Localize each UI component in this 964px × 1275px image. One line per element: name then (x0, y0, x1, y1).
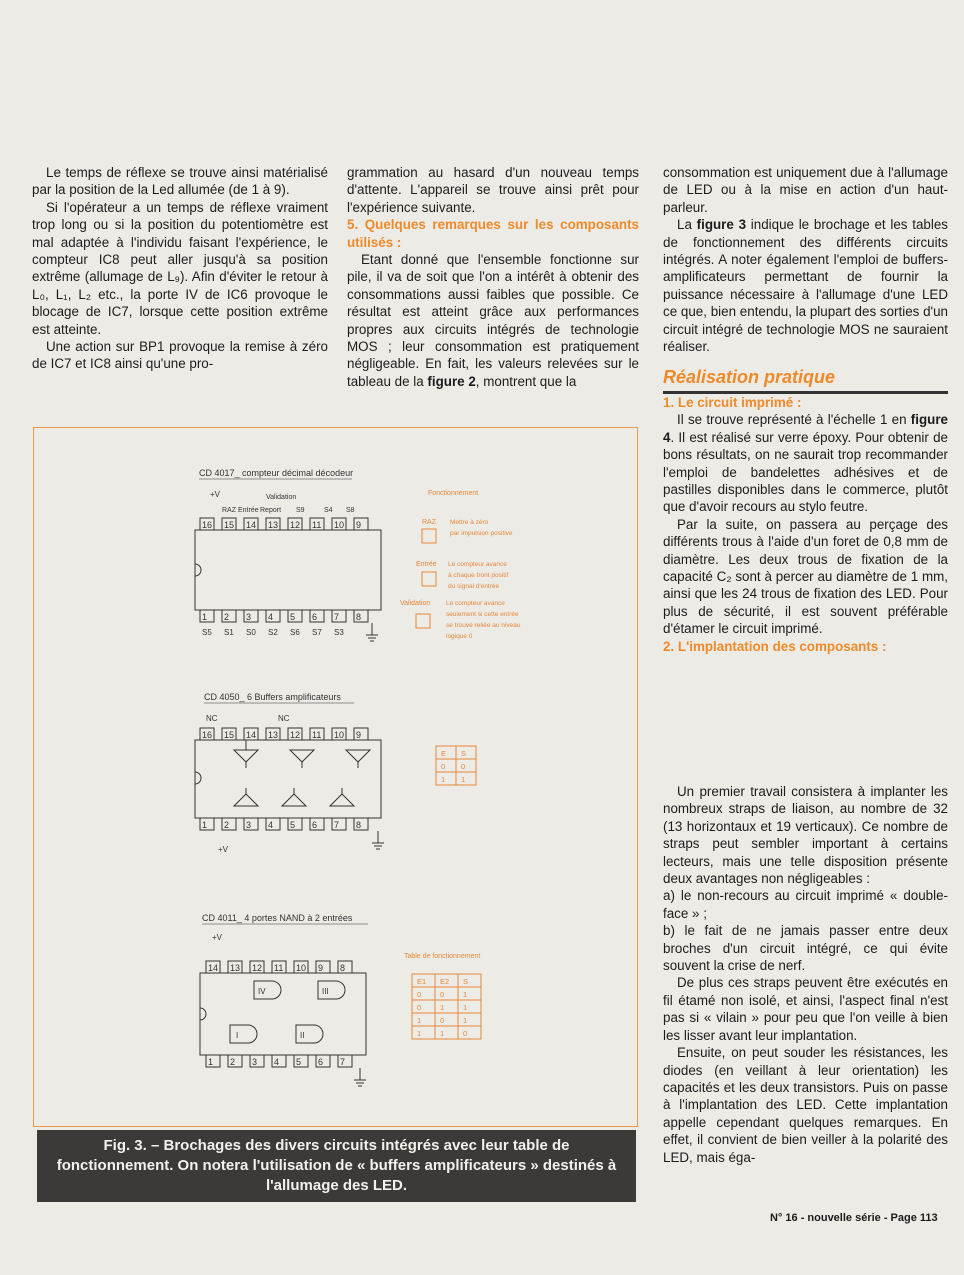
chip2-top-pin: 10 (334, 730, 345, 740)
notes-valid-text: se trouve reliée au niveau (446, 622, 521, 629)
table3-cell (412, 1013, 435, 1026)
chip1-bottom-pin: 4 (268, 612, 274, 622)
table2-text: E (441, 749, 447, 758)
chip3-body (200, 973, 366, 1055)
table2-text: 1 (461, 775, 466, 784)
chip1-bottom-label: S3 (334, 628, 344, 637)
chip1-bottom-label: S5 (202, 628, 212, 637)
chip3-top-pin: 10 (296, 963, 307, 973)
text-column-3-continued (663, 783, 948, 1166)
chip1-bottom-pin: 6 (312, 612, 318, 622)
chip2-bottom-pin: 6 (312, 820, 318, 830)
chip2-top-pin: 11 (312, 730, 322, 740)
chip1-bottom-label: S1 (224, 628, 234, 637)
chip3-title: CD 4011_ 4 portes NAND à 2 entrées (202, 913, 353, 923)
chip1-top-pin: 11 (312, 520, 322, 530)
text-run: Etant donné que l'ensemble fonctionne sur pile, il va de soit que l'on a intérêt à obtenir des consommations aussi faibles que possible. Ce résultat est atteint grâce aux performances propres aux circuits intégrés de technologie MOS ; leur consommation est pratiquement négligeable. En fait, les valeurs relevées sur le tableau de la (347, 252, 639, 389)
paragraph: Une action sur BP1 provoque la remise à zéro de IC7 et IC8 ainsi qu'une pro- (32, 339, 328, 372)
chip2-bottom-pin: 7 (334, 820, 340, 830)
table3-text: 0 (417, 1003, 422, 1012)
notes-entree-text: à chaque front positif (448, 572, 509, 579)
chip1-bottom-label: S0 (246, 628, 256, 637)
chip1-top-pin: 13 (268, 520, 279, 530)
subsection-heading: 2. L'implantation des composants : (663, 638, 887, 654)
gate-label: I (236, 1031, 239, 1040)
notes-raz-label: RAZ (422, 519, 436, 526)
list-item: b) le fait de ne jamais passer entre deux broches d'un circuit intégré, ce qui évite souvent la crise de nerf. (663, 923, 948, 974)
table2-cell (456, 772, 476, 785)
chip1-top-label: Entrée (238, 507, 259, 514)
paragraph: De plus ces straps peuvent être exécutés en fil étamé non isolé, et ainsi, l'aspect final n'est pas si « vilain » pour peu que l'on veille à bien les lisser avant leur implantation. (663, 975, 948, 1043)
chip1-bottom-pin: 1 (202, 612, 208, 622)
chip3-bottom-pin: 2 (230, 1057, 236, 1067)
table3-cell (435, 987, 458, 1000)
chip3-bottom-pin: 6 (318, 1057, 324, 1067)
chip3-bottom-pin: 5 (296, 1057, 302, 1067)
chip1-bottom-label: S7 (312, 628, 322, 637)
nc-label: NC (278, 714, 290, 723)
table3-cell (435, 1000, 458, 1013)
text-column-1 (32, 164, 328, 373)
chip2-top-pin: 12 (290, 730, 301, 740)
table3-cell (458, 987, 481, 1000)
chip3-bottom-pin: 3 (252, 1057, 258, 1067)
text-run: Il se trouve représenté à l'échelle 1 en (677, 412, 911, 428)
chip2-bottom-pin: 3 (246, 820, 252, 830)
notes-raz-text: Mettre à zéro (450, 519, 489, 526)
chip2-bottom-pin: 1 (202, 820, 208, 830)
chip1-body (195, 530, 381, 610)
table3-cell (412, 1026, 435, 1039)
table3-cell (412, 987, 435, 1000)
notes-valid-text: Le compteur avance (446, 600, 505, 607)
notes-entree-text: du signal d'entrée (448, 583, 500, 590)
chip1-bottom-pin: 2 (224, 612, 230, 622)
nc-label: NC (206, 714, 218, 723)
chip1-top-pin: 14 (246, 520, 257, 530)
table3-text: 0 (463, 1029, 468, 1038)
chip1-validation: Validation (266, 494, 297, 501)
paragraph: Par la suite, on passera au perçage des différents trous à l'aide d'un foret de 0,8 mm de diamètre. Les deux trous de fixation de la capacité C₂ sont à percer au diamètre de 1 mm, ainsi que les 24 trous de fixation des LED. Pour plus de sécurité, il est souvent préférable d'étamer le circuit imprimé. (663, 516, 948, 637)
paragraph: Si l'opérateur a un temps de réflexe vraiment trop long ou si la position du potentiomètre est mal adaptée à l'individu faisant l'expérience, le compteur IC8 peut aller jusqu'à sa position extrême (allumage de L₉). Afin d'éviter le retour à L₀, L₁, L₂ etc., la porte IV de IC6 provoque le blocage de IC7, lorsque cette position extrême est atteinte. (32, 199, 328, 337)
table3-cell (458, 1000, 481, 1013)
chip2-bottom-pin: 8 (356, 820, 362, 830)
table3-text: 1 (463, 1003, 468, 1012)
chip2-top-pin: 16 (202, 730, 213, 740)
chip1-top-label: RAZ (222, 507, 236, 514)
chip1-top-label: S4 (324, 507, 333, 514)
table3-title: Table de fonctionnement (404, 953, 481, 960)
table3-text: 1 (440, 1029, 445, 1038)
table2-text: 1 (441, 775, 446, 784)
text-run: La (677, 217, 697, 233)
chip1-top-pin: 12 (290, 520, 301, 530)
figure-caption: Fig. 3. – Brochages des divers circuits intégrés avec leur table de fonctionnement. On notera l'utilisation de « buffers amplificateurs » destinés à l'allumage des LED. (37, 1130, 636, 1202)
notes-title: Fonctionnement (428, 490, 479, 497)
chip2-top-pin: 15 (224, 730, 235, 740)
table2-text: S (461, 749, 467, 758)
chip1-bottom-label: S6 (290, 628, 300, 637)
text-column-3 (663, 164, 948, 655)
pinout-diagram (34, 428, 639, 1128)
chip2-top-pin: 13 (268, 730, 279, 740)
chip3-bottom-pin: 4 (274, 1057, 280, 1067)
list-item: a) le non-recours au circuit imprimé « double-face » ; (663, 888, 948, 921)
section-heading-components: 5. Quelques remarques sur les composants utilisés : (347, 217, 639, 250)
notes-entree-label: Entrée (416, 561, 437, 568)
table3-text: 0 (440, 990, 445, 999)
figure-3-box (33, 427, 638, 1127)
chip1-top-label: Report (260, 507, 282, 514)
chip3-top-pin: 9 (318, 963, 324, 973)
table3-cell (435, 1026, 458, 1039)
chip1-top-pin: 10 (334, 520, 345, 530)
chip3-top-pin: 11 (274, 963, 284, 973)
table3-cell (435, 1013, 458, 1026)
chip1-bottom-pin: 8 (356, 612, 362, 622)
table3-text: S (463, 977, 469, 986)
chip1-bottom-label: S2 (268, 628, 278, 637)
text-run: . Il est réalisé sur verre époxy. Pour obtenir de bons résultats, on ne saurait trop recommander l'emploi de bandelettes adhésives et de pastilles disponibles dans le commerce, plutôt que d'avoir recours au stylo feutre. (663, 429, 948, 515)
chip2-top-pin: 14 (246, 730, 257, 740)
table3-cell (458, 974, 481, 987)
chip1-bottom-pin: 7 (334, 612, 340, 622)
chip3-vplus: +V (212, 933, 223, 942)
chip1-top-pin: 15 (224, 520, 235, 530)
gate-label: IV (258, 987, 266, 996)
chip1-bottom-pin: 5 (290, 612, 296, 622)
text-column-2 (347, 164, 639, 390)
chip1-top-pin: 9 (356, 520, 362, 530)
table2-cell (436, 759, 456, 772)
paragraph: Le temps de réflexe se trouve ainsi matérialisé par la position de la Led allumée (de 1 à 9). (32, 165, 328, 198)
table3-cell (412, 1000, 435, 1013)
paragraph (663, 411, 948, 515)
chip2-bottom-pin: 4 (268, 820, 274, 830)
section-title: Réalisation pratique (663, 369, 948, 393)
chip2-top-pin: 9 (356, 730, 362, 740)
table3-text: E2 (440, 977, 450, 986)
paragraph (663, 216, 948, 355)
table3-text: 0 (440, 1016, 445, 1025)
table2-text: 0 (461, 762, 466, 771)
chip1-bottom-pin: 3 (246, 612, 252, 622)
chip3-top-pin: 12 (252, 963, 263, 973)
table3-text: 1 (417, 1016, 422, 1025)
table2-cell (436, 772, 456, 785)
chip2-bottom-pin: 5 (290, 820, 296, 830)
notes-entree-text: Le compteur avance (448, 561, 507, 568)
chip3-top-pin: 8 (340, 963, 346, 973)
gate-label: III (322, 987, 329, 996)
table2-text: 0 (441, 762, 446, 771)
chip2-title: CD 4050_ 6 Buffers amplificateurs (204, 692, 341, 702)
chip1-title: CD 4017_ compteur décimal décodeur (199, 468, 354, 478)
table3-text: 1 (417, 1029, 422, 1038)
chip3-bottom-pin: 1 (208, 1057, 214, 1067)
figure-ref: figure 3 (696, 217, 747, 233)
table3-text: 1 (463, 990, 468, 999)
notes-raz-text: par impulsion positive (450, 530, 513, 537)
paragraph: grammation au hasard d'un nouveau temps d'attente. L'appareil se trouve ainsi prêt pour l'expérience suivante. (347, 165, 639, 215)
table3-text: 1 (440, 1003, 445, 1012)
subsection-heading: 1. Le circuit imprimé : (663, 394, 802, 410)
table2-cell (456, 759, 476, 772)
notes-valid-label: Validation (400, 600, 431, 607)
figure-ref: figure 4 (663, 412, 948, 445)
paragraph: Un premier travail consistera à implanter les nombreux straps de liaison, au nombre de 32 (13 horizontaux et 19 verticaux). Ce nombre de straps peut sembler important à certains lecteurs, mais une telle disposition présente deux avantages non négligeables : (663, 784, 948, 887)
paragraph (347, 251, 639, 390)
figure-ref: figure 2 (427, 373, 476, 389)
chip3-top-pin: 14 (208, 963, 219, 973)
chip3-top-pin: 13 (230, 963, 241, 973)
chip1-top-label: S9 (296, 507, 305, 514)
notes-valid-text: logique 0 (446, 633, 473, 640)
page-footer: N° 16 - nouvelle série - Page 113 (770, 1212, 938, 1224)
table3-cell (458, 1013, 481, 1026)
chip2-vplus: +V (218, 845, 229, 854)
paragraph: consommation est uniquement due à l'allumage de LED ou à la mise en action d'un haut-parleur. (663, 165, 948, 215)
text-run: indique le brochage et les tables de fonctionnement des différents circuits intégrés. A noter également l'emploi de buffers-amplificateurs permettant de fournir la puissance nécessaire à l'allumage d'une LED ce que, bien entendu, la plupart des sorties d'un circuit intégré de technologie MOS ne sauraient réaliser. (663, 217, 948, 355)
chip3-bottom-pin: 7 (340, 1057, 346, 1067)
paragraph: Ensuite, on peut souder les résistances, les diodes (en veillant à leur orientation) les capacités et les deux transistors. Puis on passe à l'implantation des LED. Cette implantation appelle cependant quelques remarques. En effet, il convient de bien veiller à la polarité des LED, mais éga- (663, 1045, 948, 1165)
gate-label: II (300, 1031, 305, 1040)
chip1-top-label: S8 (346, 507, 355, 514)
table3-cell (458, 1026, 481, 1039)
table3-text: 0 (417, 990, 422, 999)
table3-text: E1 (417, 977, 427, 986)
chip1-vplus: +V (210, 490, 221, 499)
chip2-bottom-pin: 2 (224, 820, 230, 830)
text-run: , montrent que la (475, 373, 577, 389)
chip1-top-pin: 16 (202, 520, 213, 530)
notes-valid-text: seulement si cette entrée (446, 611, 519, 618)
table3-text: 1 (463, 1016, 468, 1025)
